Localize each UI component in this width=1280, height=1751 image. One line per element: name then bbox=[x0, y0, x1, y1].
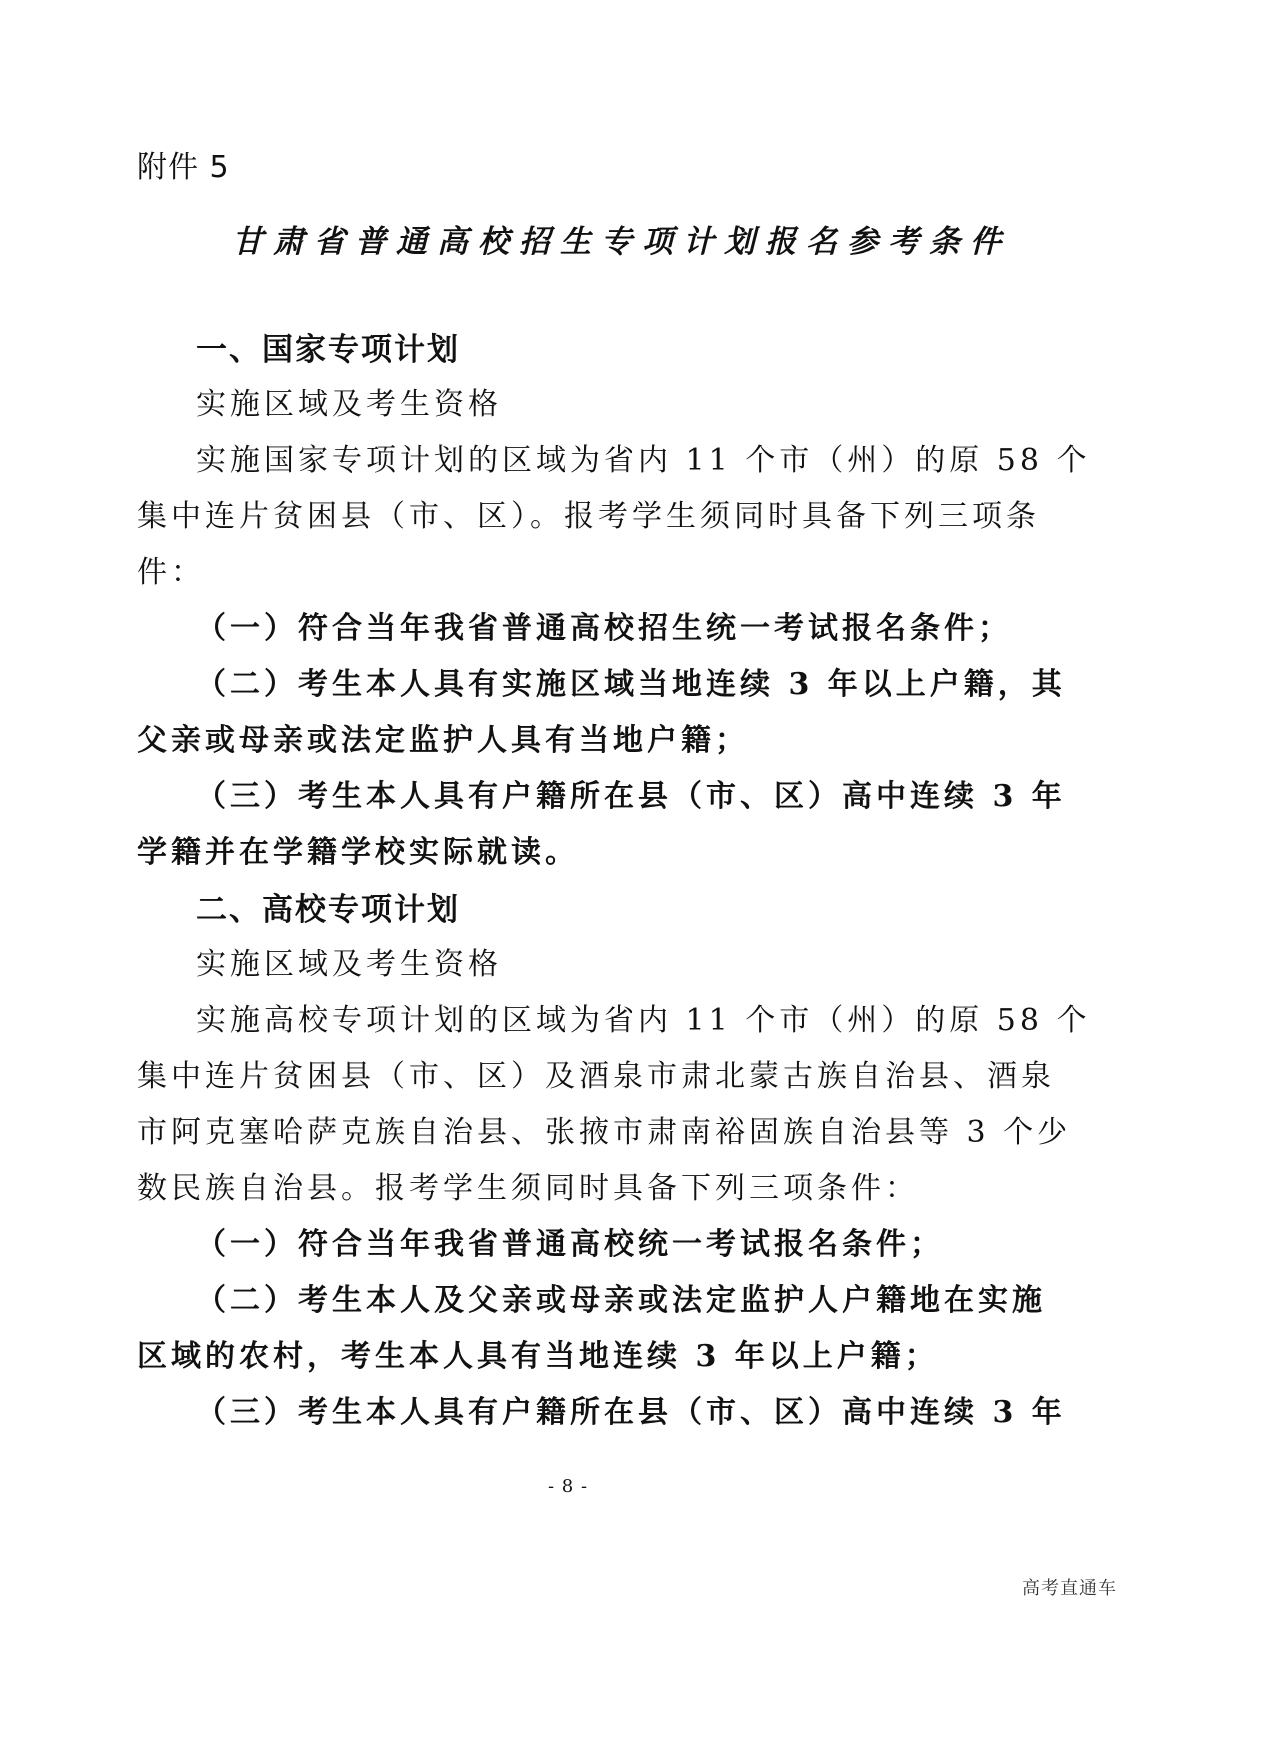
section2-para-line: 市阿克塞哈萨克族自治县、张掖市肃南裕固族自治县等 3 个少 bbox=[137, 1115, 1072, 1150]
section1-para-line: 集中连片贫困县（市、区）。报考学生须同时具备下列三项条 bbox=[137, 499, 1040, 534]
section1-item: （三）考生本人具有户籍所在县（市、区）高中连续 3 年 bbox=[196, 779, 1066, 814]
watermark-text: 高考直通车 bbox=[1022, 1578, 1117, 1599]
section2-para-line: 数民族自治县。报考学生须同时具备下列三项条件： bbox=[137, 1171, 919, 1206]
section1-para-line: 实施国家专项计划的区域为省内 11 个市（州）的原 58 个 bbox=[196, 443, 1091, 478]
section2-para-line: 集中连片贫困县（市、区）及酒泉市肃北蒙古族自治县、酒泉 bbox=[137, 1059, 1055, 1094]
section1-item: （二）考生本人具有实施区域当地连续 3 年以上户籍，其 bbox=[196, 667, 1066, 702]
section2-heading: 二、高校专项计划 bbox=[196, 892, 460, 928]
section2-item: （三）考生本人具有户籍所在县（市、区）高中连续 3 年 bbox=[196, 1395, 1066, 1430]
section1-subheading: 实施区域及考生资格 bbox=[196, 387, 502, 422]
section1-heading: 一、国家专项计划 bbox=[196, 332, 460, 368]
section2-subheading: 实施区域及考生资格 bbox=[196, 947, 502, 982]
section1-para-line: 件： bbox=[137, 555, 205, 590]
section2-item-cont: 区域的农村，考生本人具有当地连续 3 年以上户籍； bbox=[137, 1339, 939, 1374]
document-title: 甘肃省普通高校招生专项计划报名参考条件 bbox=[232, 224, 1011, 260]
attachment-label: 附件 5 bbox=[137, 150, 230, 185]
section2-item: （二）考生本人及父亲或母亲或法定监护人户籍地在实施 bbox=[196, 1283, 1046, 1318]
section1-item-cont: 学籍并在学籍学校实际就读。 bbox=[137, 835, 579, 870]
page-number: - 8 - bbox=[548, 1476, 589, 1497]
section1-item: （一）符合当年我省普通高校招生统一考试报名条件； bbox=[196, 611, 1012, 646]
section1-item-cont: 父亲或母亲或法定监护人具有当地户籍； bbox=[137, 723, 749, 758]
section2-para-line: 实施高校专项计划的区域为省内 11 个市（州）的原 58 个 bbox=[196, 1003, 1091, 1038]
section2-item: （一）符合当年我省普通高校统一考试报名条件； bbox=[196, 1227, 944, 1262]
